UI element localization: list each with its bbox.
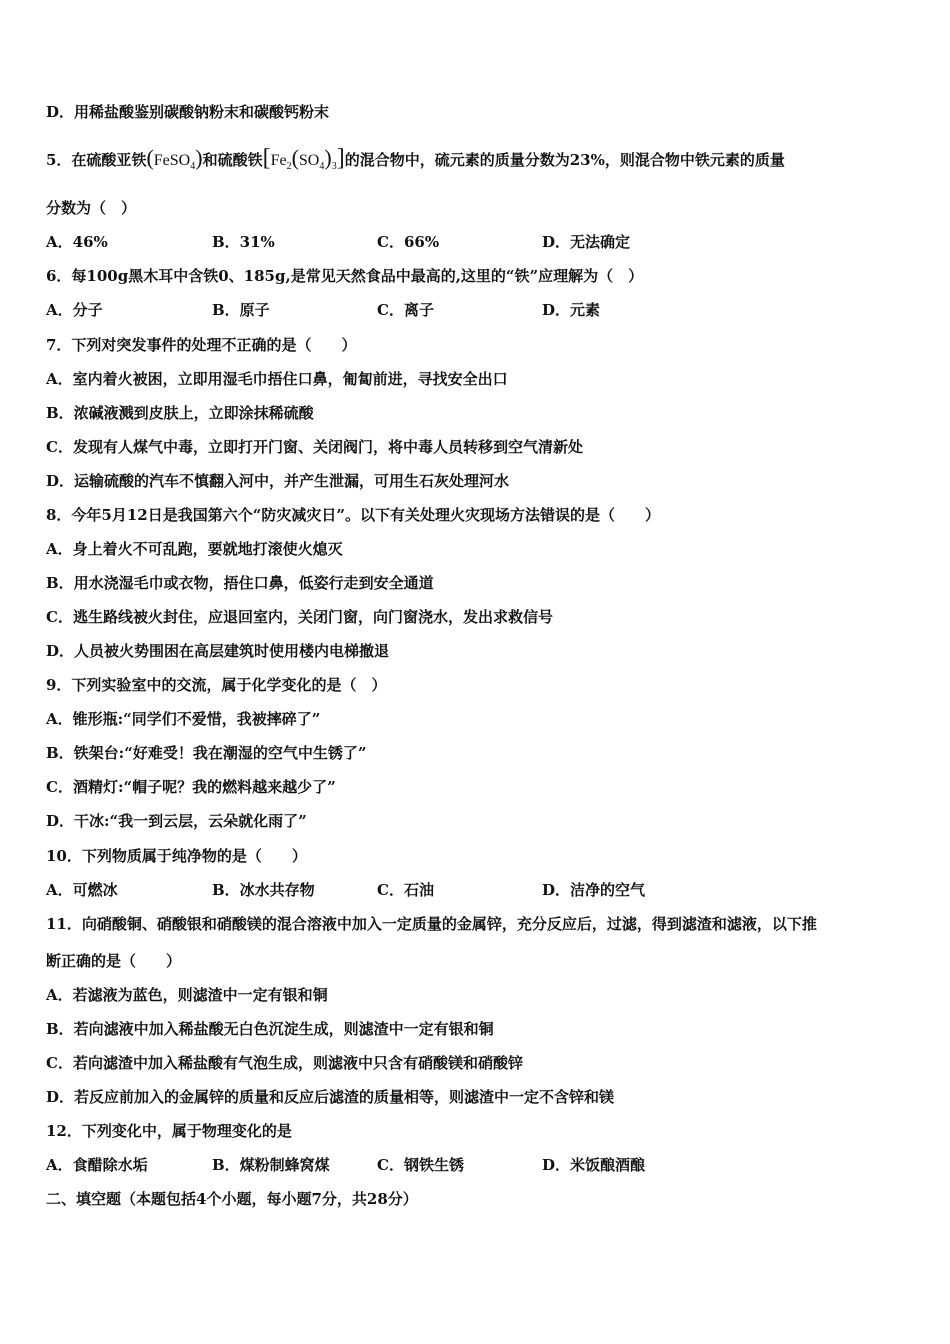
q5-stem-mid: 和硫酸铁 — [202, 151, 263, 169]
q5-stem-line1: 5．在硫酸亚铁(FeSO$_4$)和硫酸铁$[Fe_2(SO_4)_3]$的混合物中，硫元素的质量分数为23%，则混合物中铁元素的质量 — [46, 145, 785, 173]
q10-option-c: C．石油 — [377, 881, 434, 899]
q7-option-c: C．发现有人煤气中毒，立即打开门窗、关闭阀门，将中毒人员转移到空气清新处 — [46, 438, 583, 456]
q5-option-a: A．46% — [46, 233, 108, 251]
q5-option-b: B．31% — [212, 233, 275, 251]
q10-option-a: A．可燃冰 — [46, 881, 118, 899]
q4-option-d: D．用稀盐酸鉴别碳酸钠粉末和碳酸钙粉末 — [46, 103, 330, 121]
q9-stem: 9．下列实验室中的交流，属于化学变化的是（ ） — [46, 676, 387, 694]
q11-stem-line1: 11．向硝酸铜、硝酸银和硝酸镁的混合溶液中加入一定质量的金属锌，充分反应后，过滤，得到滤渣和滤液，以下推 — [46, 915, 817, 933]
q11-stem-line2: 断正确的是（ ） — [46, 952, 182, 970]
q6-option-b: B．原子 — [212, 301, 270, 319]
q12-option-a: A．食醋除水垢 — [46, 1156, 148, 1174]
q9-option-a: A．锥形瓶:“同学们不爱惜，我被摔碎了” — [46, 710, 321, 728]
q8-option-d: D．人员被火势围困在高层建筑时使用楼内电梯撤退 — [46, 642, 390, 660]
q8-option-c: C．逃生路线被火封住，应退回室内，关闭门窗，向门窗浇水，发出求救信号 — [46, 608, 553, 626]
q9-option-d: D．干冰:“我一到云层，云朵就化雨了” — [46, 812, 307, 830]
q6-option-c: C．离子 — [377, 301, 434, 319]
q9-option-b: B．铁架台:“好难受！我在潮湿的空气中生锈了” — [46, 744, 367, 762]
formula-fe2so43: $Fe_2(SO_4)_3$ — [270, 145, 337, 173]
q8-stem: 8．今年5月12日是我国第六个“防灾减灾日”。以下有关处理火灾现场方法错误的是（ ） — [46, 506, 661, 524]
q9-option-c: C．酒精灯:“帽子呢？我的燃料越来越少了” — [46, 778, 336, 796]
q10-option-d: D．洁净的空气 — [542, 881, 646, 899]
q12-option-d: D．米饭酿酒酿 — [542, 1156, 646, 1174]
q7-option-b: B．浓碱液溅到皮肤上，立即涂抹稀硫酸 — [46, 404, 314, 422]
q5-stem-pre: 5．在硫酸亚铁 — [46, 151, 147, 169]
q7-option-d: D．运输硫酸的汽车不慎翻入河中，并产生泄漏，可用生石灰处理河水 — [46, 472, 510, 490]
q11-option-d: D．若反应前加入的金属锌的质量和反应后滤渣的质量相等，则滤渣中一定不含锌和镁 — [46, 1088, 615, 1106]
q8-option-b: B．用水浇湿毛巾或衣物，捂住口鼻，低姿行走到安全通道 — [46, 574, 434, 592]
q11-option-a: A．若滤液为蓝色，则滤渣中一定有银和铜 — [46, 986, 328, 1004]
q5-option-c: C．66% — [377, 233, 440, 251]
q6-stem: 6．每100g黑木耳中含铁0、185g,是常见天然食品中最高的,这里的“铁”应理解为（ ） — [46, 267, 644, 285]
q5-stem-post: 的混合物中，硫元素的质量分数为23%，则混合物中铁元素的质量 — [344, 151, 785, 169]
q6-option-a: A．分子 — [46, 301, 103, 319]
section-heading-fill-in: 二、填空题（本题包括4个小题，每小题7分，共28分） — [46, 1190, 418, 1208]
q12-option-b: B．煤粉制蜂窝煤 — [212, 1156, 330, 1174]
q11-option-c: C．若向滤渣中加入稀盐酸有气泡生成，则滤液中只含有硝酸镁和硝酸锌 — [46, 1054, 523, 1072]
q11-option-b: B．若向滤液中加入稀盐酸无白色沉淀生成，则滤渣中一定有银和铜 — [46, 1020, 494, 1038]
q5-option-d: D．无法确定 — [542, 233, 631, 251]
q6-option-d: D．元素 — [542, 301, 601, 319]
q5-stem-line2: 分数为（ ） — [46, 199, 137, 217]
q7-option-a: A．室内着火被困，立即用湿毛巾捂住口鼻，匍匐前进，寻找安全出口 — [46, 370, 508, 388]
q7-stem: 7．下列对突发事件的处理不正确的是（ ） — [46, 336, 357, 354]
q8-option-a: A．身上着火不可乱跑，要就地打滚使火熄灭 — [46, 540, 343, 558]
formula-feso4: FeSO$_4$ — [153, 152, 196, 173]
q12-option-c: C．钢铁生锈 — [377, 1156, 464, 1174]
q10-option-b: B．冰水共存物 — [212, 881, 315, 899]
q10-stem: 10．下列物质属于纯净物的是（ ） — [46, 847, 307, 865]
q12-stem: 12．下列变化中，属于物理变化的是 — [46, 1122, 292, 1140]
